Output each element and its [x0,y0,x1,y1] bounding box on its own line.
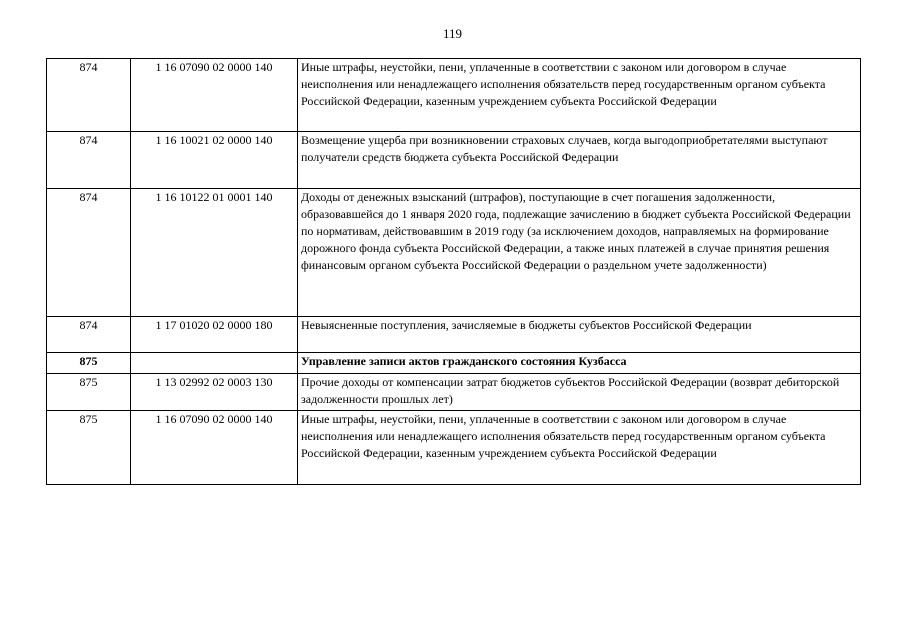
table-row [47,132,861,189]
budget-code-cell [131,353,298,374]
income-name-cell: Доходы от денежных взысканий (штрафов), поступающие в счет погашения задолженности, образовавшейся до 1 января 2020 года, подлежащие зачислению в бюджет субъекта Российской Федерации по нормативам, действовавшим в 2019 году (за исключением доходов, направляемых на формирование дорожного фонда субъекта Российской Федерации, а также иных платежей в случае принятия решения финансовым органом субъекта Российской Федерации о раздельном учете задолженности) [298,189,861,317]
admin-code-cell: 875 [47,411,131,485]
table-row [47,411,861,485]
section-header-row [47,353,861,374]
section-title-cell: Управление записи актов гражданского состояния Кузбасса [298,353,861,374]
admin-code-cell: 874 [47,317,131,353]
admin-code-cell: 875 [47,353,131,374]
table-row [47,59,861,132]
budget-classification-table [46,58,861,485]
budget-code-cell: 1 16 10021 02 0000 140 [131,132,298,189]
income-name-cell: Возмещение ущерба при возникновении страховых случаев, когда выгодоприобретателями выступают получатели средств бюджета субъекта Российской Федерации [298,132,861,189]
admin-code-cell: 874 [47,189,131,317]
table-row [47,374,861,411]
table-row [47,189,861,317]
income-name-cell: Иные штрафы, неустойки, пени, уплаченные в соответствии с законом или договором в случае неисполнения или ненадлежащего исполнения обязательств перед государственным органом субъекта Российской Федерации, казенным учреждением субъекта Российской Федерации [298,411,861,485]
page-number: 119 [442,26,463,41]
budget-code-cell: 1 16 07090 02 0000 140 [131,59,298,132]
income-name-cell: Прочие доходы от компенсации затрат бюджетов субъектов Российской Федерации (возврат дебиторской задолженности прошлых лет) [298,374,861,411]
budget-code-cell: 1 16 10122 01 0001 140 [131,189,298,317]
admin-code-cell: 874 [47,132,131,189]
budget-code-cell: 1 16 07090 02 0000 140 [131,411,298,485]
admin-code-cell: 875 [47,374,131,411]
table-row [47,317,861,353]
income-name-cell: Иные штрафы, неустойки, пени, уплаченные в соответствии с законом или договором в случае неисполнения или ненадлежащего исполнения обязательств перед государственным органом субъекта Российской Федерации, казенным учреждением субъекта Российской Федерации [298,59,861,132]
admin-code-cell: 874 [47,59,131,132]
budget-code-cell: 1 17 01020 02 0000 180 [131,317,298,353]
budget-code-cell: 1 13 02992 02 0003 130 [131,374,298,411]
income-name-cell: Невыясненные поступления, зачисляемые в бюджеты субъектов Российской Федерации [298,317,861,353]
